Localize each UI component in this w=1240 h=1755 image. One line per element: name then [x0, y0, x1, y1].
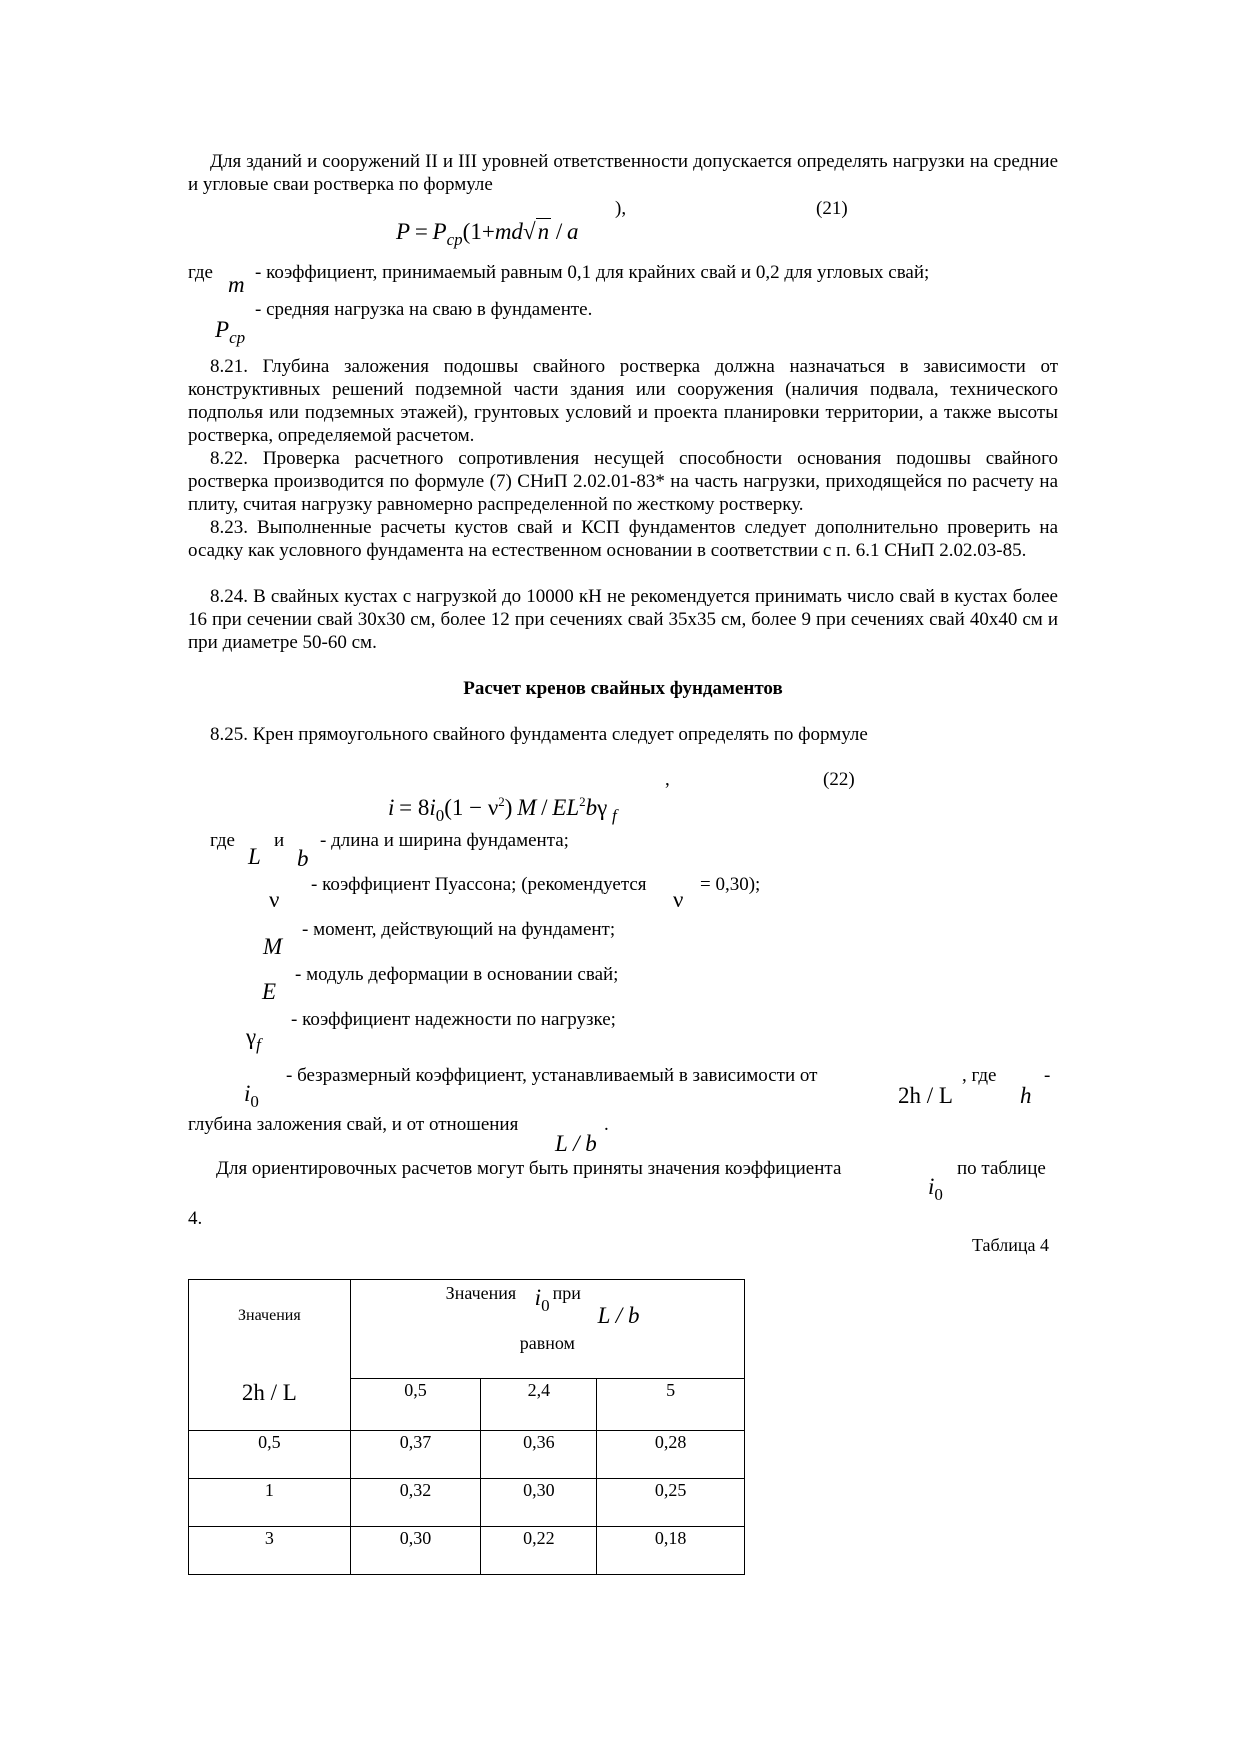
where-M-text: - момент, действующий на фундамент;	[302, 919, 616, 940]
symbol-M: M	[263, 934, 283, 959]
symbol-m: m	[228, 272, 245, 297]
where-i0-line2: глубина заложения свай, и от отношения	[188, 1114, 519, 1135]
table-cell: 0,30	[481, 1479, 597, 1527]
formula-22-number: (22)	[823, 769, 855, 790]
symbol-i0: i0	[244, 1081, 259, 1111]
paragraph-8-23: 8.23. Выполненные расчеты кустов свай и КСП фундаментов следует дополнительно проверить на осадку как условного фундамента на естественном основании в соответствии с п. 6.1 СНиП 2.02.03-85.	[188, 517, 1058, 561]
symbol-nu: ν	[269, 887, 280, 912]
approx-text: Для ориентировочных расчетов могут быть приняты значения коэффициента	[216, 1158, 842, 1179]
paragraph-8-25: 8.25. Крен прямоугольного свайного фундамента следует определять по формуле	[210, 724, 868, 745]
where-label-2: где	[210, 830, 235, 851]
where-gamma-text: - коэффициент надежности по нагрузке;	[291, 1009, 616, 1030]
symbol-gamma-f: γf	[246, 1024, 261, 1054]
head-top-label-2: при	[552, 1283, 581, 1303]
symbol-nu-2: ν	[673, 887, 684, 912]
formula-21-tail: ),	[615, 198, 627, 219]
symbol-pcp: Pcp	[215, 317, 246, 347]
formula-22-comma: ,	[665, 769, 670, 790]
formula-22: $i = 8i0(1 - \nu^2)$ M / $EL^2b\gamma$ f	[388, 794, 617, 825]
table-row	[189, 1527, 745, 1575]
where-label: где	[188, 262, 213, 283]
head-left-label: Значения	[238, 1307, 301, 1324]
table-4	[188, 1279, 745, 1575]
paragraph-8-24: 8.24. В свайных кустах с нагрузкой до 10000 кН не рекомендуется принимать число свай в кустах более 16 при сечении свай 30х30 см, более 12 при сечениях свай 35х35 см, более 9 при сечениях свай 40х40 см и при диаметре 50-60 см.	[188, 586, 1058, 653]
where-and: и	[274, 830, 285, 851]
symbol-L: L	[248, 844, 261, 869]
table-cell: 0,32	[350, 1479, 481, 1527]
paragraph-8-21: 8.21. Глубина заложения подошвы свайного ростверка должна назначаться в зависимости от конструктивных решений подземной части здания или сооружения (наличия подвала, технического подполья или подземных этажей), грунтовых условий и проекта планировки территории, а также высоты ростверка, определяемой расчетом.	[188, 356, 1058, 446]
where-m-text: - коэффициент, принимаемый равным 0,1 для крайних свай и 0,2 для угловых свай;	[255, 262, 930, 283]
where-i0-dash: -	[1044, 1065, 1051, 1086]
where-E-text: - модуль деформации в основании свай;	[295, 964, 619, 985]
head-top-label-1: Значения	[445, 1283, 517, 1303]
head-top-label-3: равном	[519, 1333, 575, 1353]
where-nu-tail: = 0,30);	[700, 874, 761, 895]
table-caption: Таблица 4	[972, 1235, 1049, 1255]
row-key: 1	[189, 1479, 351, 1527]
table-cell: 0,30	[350, 1527, 481, 1575]
col-header: 2,4	[481, 1379, 597, 1431]
symbol-b: b	[297, 846, 309, 871]
table-head-top	[350, 1280, 744, 1379]
paragraph-8-22: 8.22. Проверка расчетного сопротивления несущей способности основания подошвы свайного ростверка производится по формуле (7) СНиП 2.02.01-83* на часть нагрузки, приходящейся по расчету на плиту, считая нагрузку равномерно распределенной по жесткому ростверку.	[188, 448, 1058, 515]
table-cell: 0,25	[597, 1479, 745, 1527]
ratio-2h-L: 2h / L	[898, 1083, 953, 1108]
formula-21: P = Pcp(1+md√n / a	[396, 219, 579, 249]
section-heading: Расчет кренов свайных фундаментов	[463, 678, 783, 699]
where-lb-text: - длина и ширина фундамента;	[320, 830, 569, 851]
table-row	[189, 1431, 745, 1479]
row-key: 3	[189, 1527, 351, 1575]
head-top-ratio: L / b	[597, 1303, 640, 1328]
approx-tail: по таблице	[957, 1158, 1046, 1179]
table-head-left	[189, 1280, 351, 1431]
head-left-symbol: 2h / L	[241, 1380, 297, 1405]
head-top-symbol: i0	[534, 1285, 550, 1315]
approx-line2: 4.	[188, 1208, 203, 1229]
symbol-i0-approx: i0	[928, 1174, 943, 1204]
where-pcp-text: - средняя нагрузка на сваю в фундаменте.	[255, 299, 593, 320]
col-header: 0,5	[350, 1379, 481, 1431]
table-row	[189, 1479, 745, 1527]
intro-paragraph: Для зданий и сооружений II и III уровней ответственности допускается определять нагрузки на средние и угловые сваи ростверка по формуле	[188, 151, 1058, 195]
symbol-E: E	[262, 979, 277, 1004]
table-cell: 0,18	[597, 1527, 745, 1575]
table-cell: 0,28	[597, 1431, 745, 1479]
where-i0-dot: .	[604, 1114, 609, 1135]
ratio-L-b: L / b	[555, 1131, 597, 1156]
where-nu-text: - коэффициент Пуассона; (рекомендуется	[311, 874, 647, 895]
where-i0-gde: , где	[962, 1065, 997, 1086]
row-key: 0,5	[189, 1431, 351, 1479]
symbol-h: h	[1020, 1083, 1032, 1108]
table-cell: 0,37	[350, 1431, 481, 1479]
formula-21-number: (21)	[816, 198, 848, 219]
where-i0-text: - безразмерный коэффициент, устанавливаемый в зависимости от	[286, 1065, 818, 1086]
table-cell: 0,22	[481, 1527, 597, 1575]
col-header: 5	[597, 1379, 745, 1431]
table-cell: 0,36	[481, 1431, 597, 1479]
